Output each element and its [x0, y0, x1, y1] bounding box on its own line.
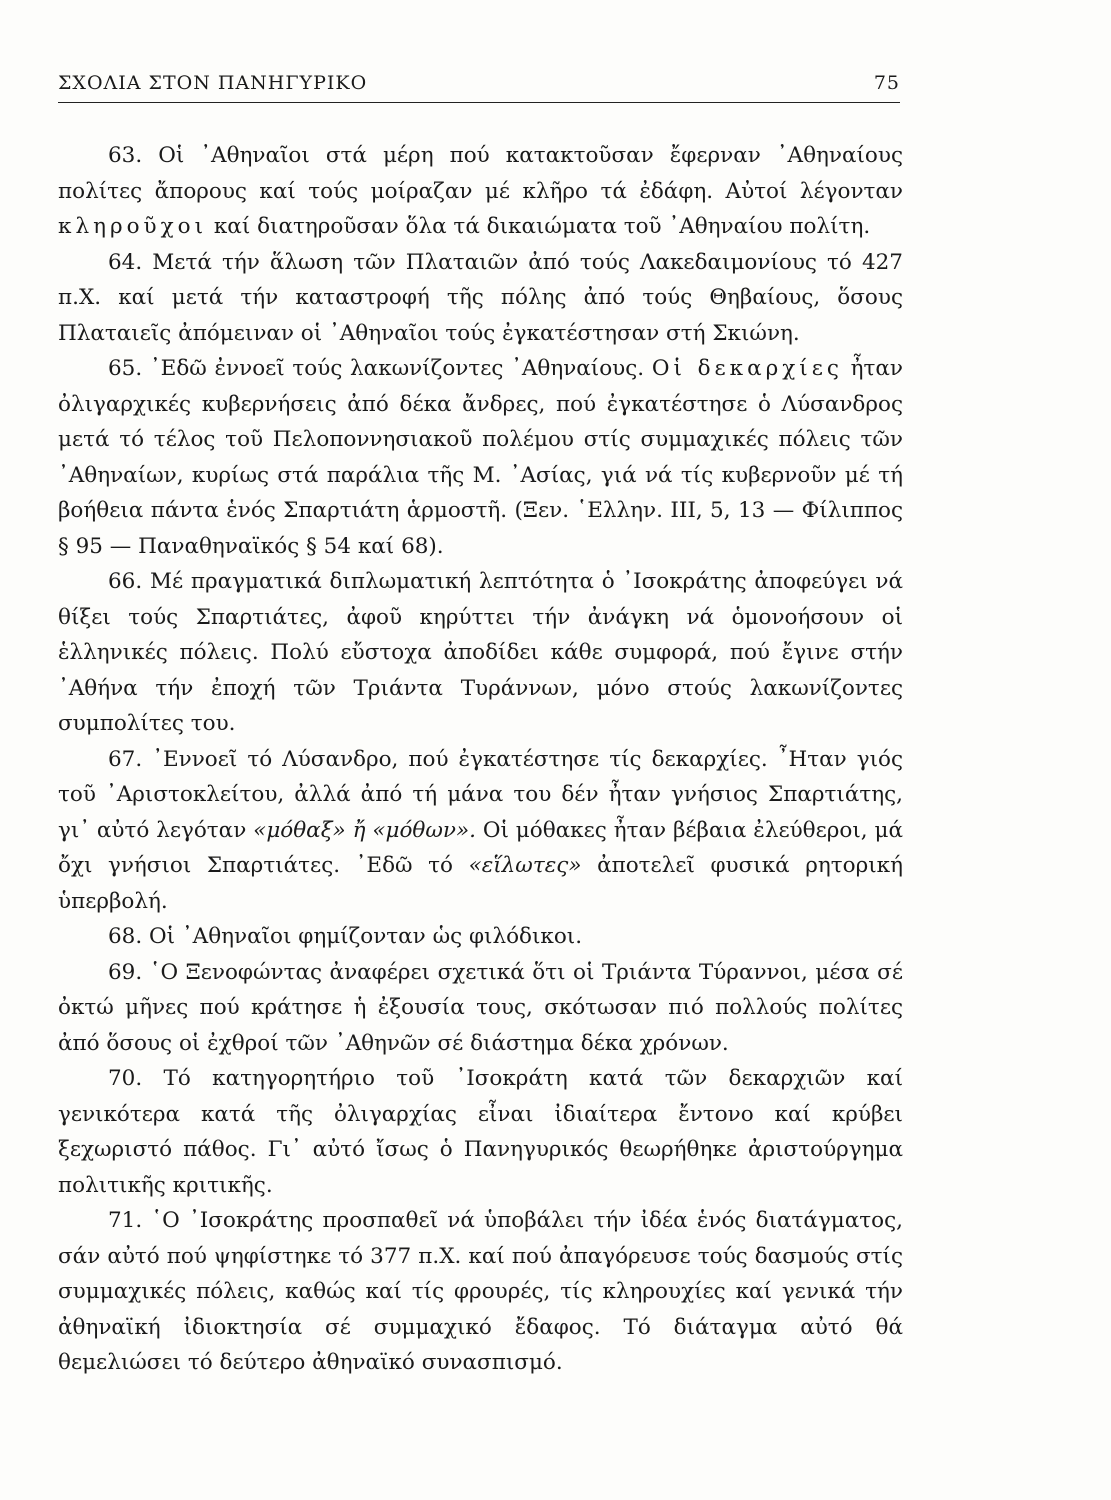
header-rule [58, 102, 900, 103]
note-text: Μετά τήν ἅλωση τῶν Πλαταιῶν ἀπό τούς Λακεδαιμονίους τό 427 π.Χ. καί μετά τήν καταστροφή τῆς πόλης ἀπό τούς Θηβαίους, ὅσους Πλαταιεῖς ἀπόμειναν οἱ ᾿Αθηναῖοι τούς ἐγκατέστησαν στή Σκιώνη. [58, 249, 903, 346]
note-number: 70. [108, 1066, 143, 1091]
notes-body [58, 138, 903, 1381]
note-text: ῾Ο Ξενοφώντας ἀναφέρει σχετικά ὅτι οἱ Τριάντα Τύραννοι, μέσα σέ ὀκτώ μῆνες πού κράτησε ἡ ἐξουσία τους, σκότωσαν πιό πολλούς πολίτες ἀπό ὅσους οἱ ἐχθροί τῶν ᾿Αθηνῶν σέ διάστημα δέκα χρόνων. [58, 959, 903, 1056]
note-text: ἦταν ὀλιγαρχικές κυβερνήσεις ἀπό δέκα ἄνδρες, πού ἐγκατέστησε ὁ Λύσανδρος μετά τό τέλος τοῦ Πελοποννησιακοῦ πολέμου στίς συμμαχικές πόλεις τῶν ᾿Αθηναίων, κυρίως στά παράλια τῆς Μ. ᾿Ασίας, γιά νά τίς κυβερνοῦν μέ τή βοήθεια πάντα ἑνός Σπαρτιάτη ἁρμοστῆ. (Ξεν. ῾Ελλην. III, 5, 13 — Φίλιππος § 95 — Παναθηναϊκός § 54 καί 68). [58, 356, 903, 559]
note-text: ᾿Εννοεῖ τό Λύσανδρο, πού ἐγκατέστησε τίς δεκαρχίες. ῏Ηταν γιός τοῦ ᾿Αριστοκλείτου, ἀλλά ἀπό τή μάνα του δέν ἦταν γνήσιος Σπαρτιάτης, γι᾿ αὐτό λεγόταν [58, 746, 903, 843]
spaced-term: Οἱ δεκαρχίες [651, 356, 843, 381]
note-text: Οἱ μόθακες ἦταν βέβαια ἐλεύθεροι, μά ὄχι γνήσιοι Σπαρτιάτες. ᾿Εδῶ τό [58, 817, 903, 878]
note-text: Οἱ ᾿Αθηναῖοι φημίζονταν ὡς φιλόδικοι. [149, 924, 583, 949]
note-text: ᾿Εδῶ ἐννοεῖ τούς λακωνίζοντες ᾿Αθηναίους. [149, 356, 645, 381]
italic-term: «εἵλωτες» [468, 853, 582, 878]
note-number: 69. [108, 959, 143, 985]
note-number: 71. [108, 1208, 143, 1233]
note-63 [58, 138, 903, 245]
note-number: 65. [108, 356, 143, 381]
note-text: ῾Ο ᾿Ισοκράτης προσπαθεῖ νά ὑποβάλει τήν ἰδέα ἑνός διατάγματος, σάν αὐτό πού ψηφίστηκε τό 377 π.Χ. καί πού ἀπαγόρευσε τούς δασμούς στίς συμμαχικές πόλεις, καθώς καί τίς φρουρές, τίς κληρουχίες καί γενικά τήν ἀθηναϊκή ἰδιοκτησία σέ συμμαχικό ἔδαφος. Τό διάταγμα αὐτό θά θεμελιώσει τό δεύτερο ἀθηναϊκό συνασπισμό. [58, 1208, 903, 1375]
note-67 [58, 742, 903, 920]
note-text: καί διατηροῦσαν ὅλα τά δικαιώματα τοῦ ᾿Αθηναίου πολίτη. [213, 214, 871, 239]
note-number: 68. [108, 924, 143, 949]
note-71 [58, 1203, 903, 1381]
note-text: ἀποτελεῖ φυσικά ρητορική ὑπερβολή. [58, 853, 903, 914]
note-number: 67. [108, 746, 143, 772]
note-65 [58, 351, 903, 564]
note-number: 66. [108, 569, 143, 594]
note-64 [58, 245, 903, 352]
note-69 [58, 955, 903, 1062]
note-text: Οἱ ᾿Αθηναῖοι στά μέρη πού κατακτοῦσαν ἔφερναν ᾿Αθηναίους πολίτες ἄπορους καί τούς μοίραζαν μέ κλῆρο τά ἐδάφη. Αὐτοί λέγονταν [58, 143, 903, 204]
note-70 [58, 1061, 903, 1203]
page-number: 75 [873, 72, 900, 94]
note-text: Μέ πραγματικά διπλωματική λεπτότητα ὁ ᾿Ισοκράτης ἀποφεύγει νά θίξει τούς Σπαρτιάτες, ἀφοῦ κηρύττει τήν ἀνάγκη νά ὁμονοήσουν οἱ ἑλληνικές πόλεις. Πολύ εὔστοχα ἀποδίδει κάθε συμφορά, πού ἔγινε στήν ᾿Αθήνα τήν ἐποχή τῶν Τριάντα Τυράννων, μόνο στούς λακωνίζοντες συμπολίτες του. [58, 569, 903, 736]
note-text: Τό κατηγορητήριο τοῦ ᾿Ισοκράτη κατά τῶν δεκαρχιῶν καί γενικότερα κατά τῆς ὀλιγαρχίας εἶναι ἰδιαίτερα ἔντονο καί κρύβει ξεχωριστό πάθος. Γι᾿ αὐτό ἴσως ὁ Πανηγυρικός θεωρήθηκε ἀριστούργημα πολιτικῆς κριτικῆς. [58, 1066, 904, 1198]
running-header [58, 72, 900, 94]
running-title: ΣΧΟΛΙΑ ΣΤΟΝ ΠΑΝΗΓΥΡΙΚΟ [58, 72, 368, 94]
spaced-term: κληροῦχοι [58, 214, 208, 239]
note-68 [58, 919, 903, 955]
note-66 [58, 564, 903, 742]
italic-term: «μόθαξ» ἤ «μόθων». [253, 817, 476, 843]
note-number: 64. [108, 249, 143, 275]
note-number: 63. [108, 143, 143, 168]
